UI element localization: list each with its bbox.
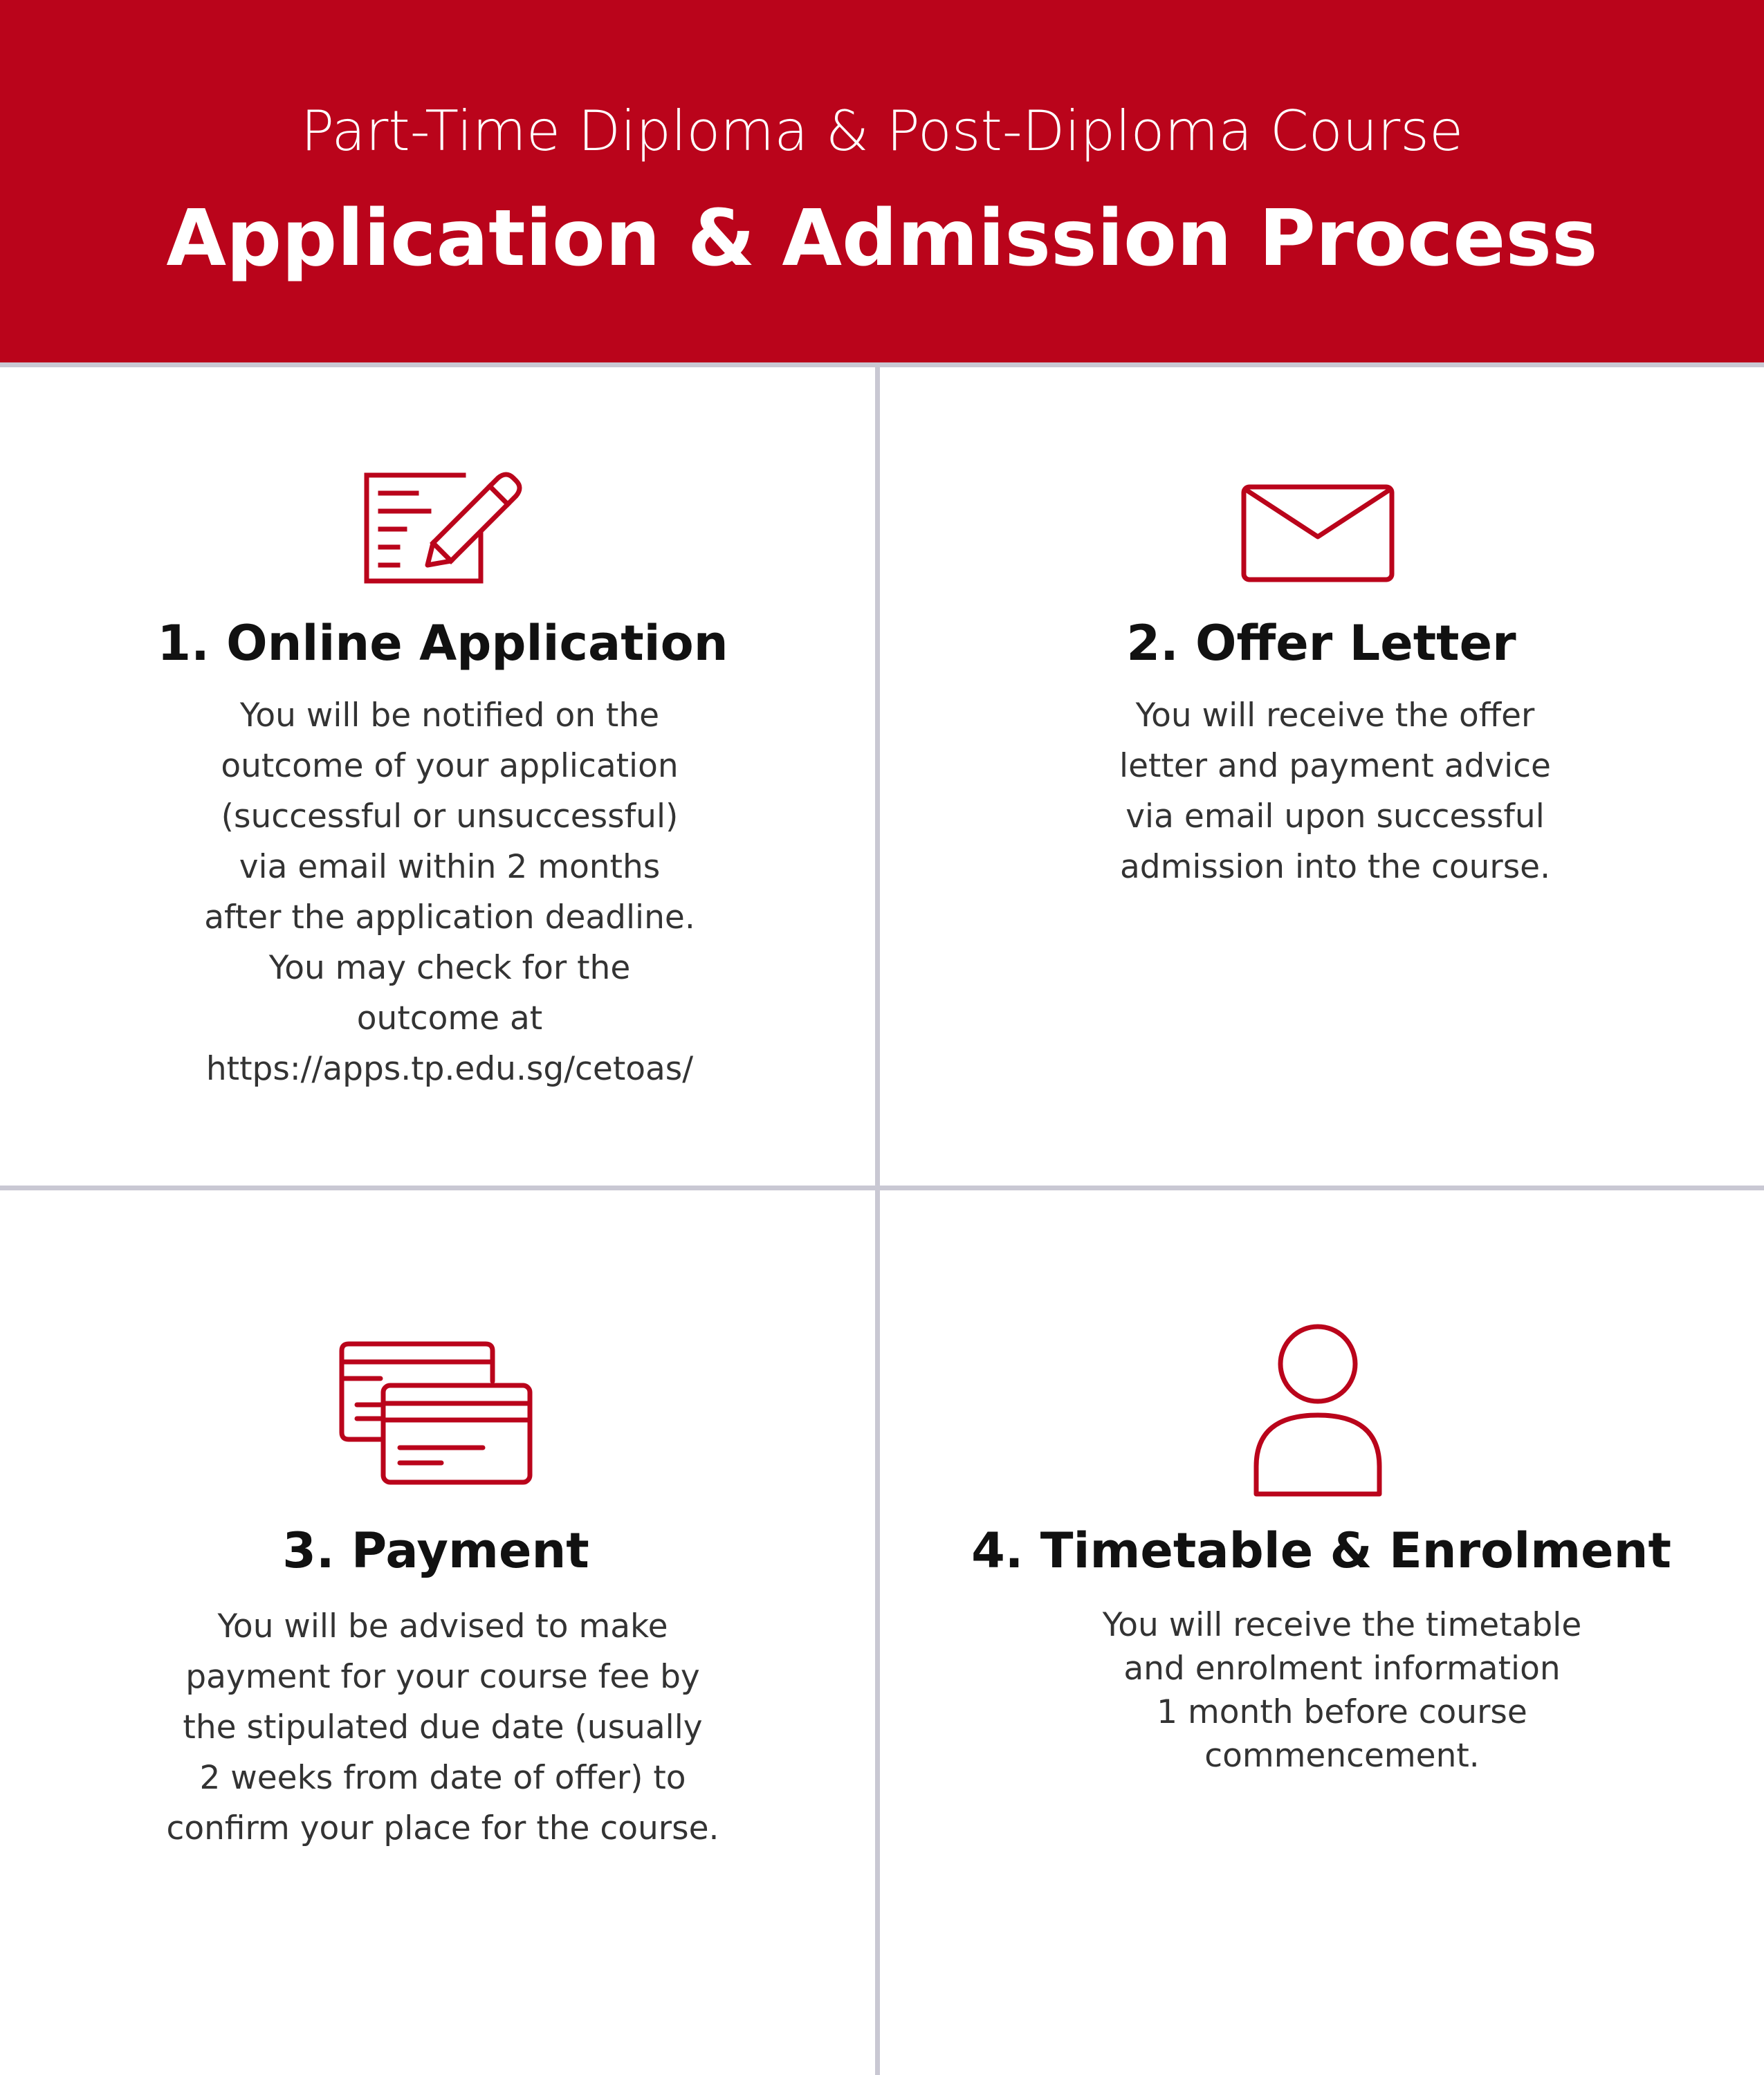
step-description: You will receive the offer letter and payment advice via email upon successful admission into the course.: [1119, 697, 1551, 886]
step-title: 2. Offer Letter: [1126, 615, 1516, 672]
divider-top: [0, 362, 1764, 367]
step-description: You will be advised to make payment for your course fee by the stipulated due date (usually 2 weeks from date of offer) to confirm your place for the course.: [166, 1607, 719, 1847]
step-description: You will receive the timetable and enrolment information 1 month before course commencement.: [1102, 1606, 1582, 1775]
form-pencil-icon: [360, 467, 526, 588]
divider-vertical: [875, 367, 880, 2075]
step-title: 3. Payment: [282, 1522, 589, 1579]
header-banner: [0, 0, 1764, 362]
divider-middle: [0, 1186, 1764, 1190]
header-title: Application & Admission Process: [166, 194, 1598, 284]
step-title: 1. Online Application: [157, 615, 728, 672]
header-subtitle: Part-Time Diploma & Post-Diploma Course: [300, 99, 1464, 163]
step-title: 4. Timetable & Enrolment: [971, 1522, 1671, 1579]
person-icon: [1252, 1321, 1384, 1501]
envelope-icon: [1238, 481, 1397, 585]
step-description: You will be notified on the outcome of your application (successful or unsuccessful) via email within 2 months after the application deadline. You may check for the outcome at https://apps.tp.edu.sg/cetoas/: [204, 697, 695, 1088]
payment-cards-icon: [338, 1338, 538, 1487]
